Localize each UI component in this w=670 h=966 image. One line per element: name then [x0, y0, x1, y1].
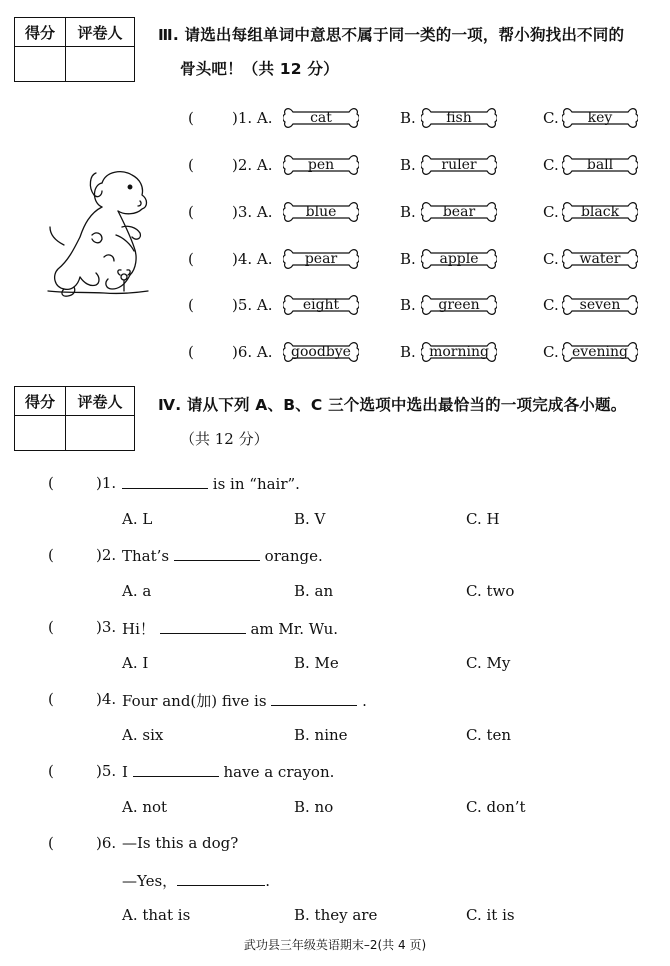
- bone-option-c[interactable]: [562, 340, 638, 364]
- option-c-label: C.: [543, 203, 559, 221]
- item-number: )3. A.: [232, 203, 273, 221]
- question-number: )1.: [96, 474, 117, 492]
- option-b: B. they are: [294, 906, 378, 924]
- question-text: —Is this a dog?: [122, 834, 239, 852]
- bone-word: pear: [304, 251, 338, 267]
- bone-option-c[interactable]: [562, 153, 638, 177]
- answer-blank[interactable]: [133, 762, 219, 777]
- bone-option-a[interactable]: [283, 106, 359, 130]
- answer-slot[interactable]: [200, 343, 230, 361]
- grader-field[interactable]: [66, 416, 135, 451]
- bone-word: bear: [442, 204, 476, 220]
- grader-field[interactable]: [66, 47, 135, 82]
- question-post: orange.: [264, 547, 323, 565]
- question-number: )2.: [96, 546, 117, 564]
- option-b-label: B.: [400, 156, 416, 174]
- answer-slot[interactable]: [200, 296, 230, 314]
- bone-option-c[interactable]: [562, 293, 638, 317]
- grader-label: 评卷人: [66, 387, 135, 416]
- bone-option-a[interactable]: [283, 247, 359, 271]
- answer-paren: (: [188, 250, 194, 268]
- answer-paren: (: [188, 296, 194, 314]
- option-b: B. no: [294, 798, 334, 816]
- option-a: A. not: [122, 798, 168, 816]
- option-c: C. ten: [466, 726, 512, 744]
- question-number: )3.: [96, 618, 117, 636]
- option-b-label: B.: [400, 109, 416, 127]
- puppy-illustration: [44, 165, 156, 300]
- bone-option-c[interactable]: [562, 200, 638, 224]
- bone-word: green: [438, 297, 480, 313]
- bone-word: ball: [586, 157, 614, 173]
- bone-word: morning: [429, 344, 489, 360]
- option-b-label: B.: [400, 343, 416, 361]
- question-post: have a crayon.: [223, 763, 335, 781]
- item-number: )5. A.: [232, 296, 273, 314]
- bone-word: seven: [579, 297, 621, 313]
- question-stem: [122, 762, 334, 781]
- question-stem: [122, 690, 367, 711]
- bone-option-b[interactable]: [421, 200, 497, 224]
- question-number: )4.: [96, 690, 117, 708]
- answer-slot[interactable]: [60, 474, 94, 492]
- section3-title: Ⅲ. 请选出每组单词中意思不属于同一类的一项，帮小狗找出不同的: [158, 26, 625, 44]
- option-c: C. it is: [466, 906, 515, 924]
- option-b: B. an: [294, 582, 334, 600]
- bone-option-c[interactable]: [562, 106, 638, 130]
- bone-option-a[interactable]: [283, 153, 359, 177]
- score-box-section4: [14, 386, 135, 451]
- bone-word: key: [587, 110, 613, 126]
- bone-word: apple: [439, 251, 479, 267]
- question-stem: [122, 474, 300, 493]
- option-c-label: C.: [543, 156, 559, 174]
- page-footer: 武功县三年级英语期末–2(共 4 页): [243, 938, 427, 952]
- question-stem: [122, 618, 338, 639]
- bone-option-a[interactable]: [283, 200, 359, 224]
- option-b: B. Me: [294, 654, 339, 672]
- answer-paren: (: [188, 343, 194, 361]
- dialog-end: .: [265, 872, 270, 890]
- question-number: )6.: [96, 834, 117, 852]
- answer-slot[interactable]: [200, 250, 230, 268]
- question-post: is in “hair”.: [212, 475, 300, 493]
- option-a: A. L: [122, 510, 153, 528]
- bone-word: blue: [305, 204, 337, 220]
- option-c: C. don’t: [466, 798, 526, 816]
- answer-paren: (: [188, 203, 194, 221]
- question-pre: Four and(加) five is: [122, 692, 267, 710]
- dialog-response: —Yes，: [122, 872, 178, 890]
- grader-label: 评卷人: [66, 18, 135, 47]
- item-number: )1. A.: [232, 109, 273, 127]
- answer-paren-open: (: [48, 690, 54, 708]
- question-text-line2: [122, 870, 270, 891]
- answer-blank[interactable]: [160, 619, 246, 634]
- bone-word: ruler: [441, 157, 477, 173]
- score-field[interactable]: [15, 47, 66, 82]
- bone-word: fish: [446, 110, 472, 126]
- option-b: B. nine: [294, 726, 348, 744]
- bone-option-a[interactable]: [283, 293, 359, 317]
- option-c: C. My: [466, 654, 511, 672]
- answer-slot[interactable]: [200, 203, 230, 221]
- option-b-label: B.: [400, 203, 416, 221]
- item-number: )6. A.: [232, 343, 273, 361]
- bone-word: pen: [307, 157, 335, 173]
- option-c-label: C.: [543, 343, 559, 361]
- answer-blank[interactable]: [174, 546, 260, 561]
- bone-word: cat: [310, 110, 332, 126]
- option-c-label: C.: [543, 109, 559, 127]
- bone-option-c[interactable]: [562, 247, 638, 271]
- answer-paren: (: [188, 156, 194, 174]
- answer-slot[interactable]: [60, 546, 94, 564]
- option-a: A. a: [122, 582, 152, 600]
- answer-slot[interactable]: [200, 156, 230, 174]
- bone-word: eight: [302, 297, 340, 313]
- answer-paren-open: (: [48, 834, 54, 852]
- bone-option-b[interactable]: [421, 247, 497, 271]
- answer-paren: (: [188, 109, 194, 127]
- bone-word: water: [579, 251, 621, 267]
- question-post: am Mr. Wu.: [250, 620, 339, 638]
- option-b-label: B.: [400, 250, 416, 268]
- score-box-section3: [14, 17, 135, 82]
- option-c-label: C.: [543, 250, 559, 268]
- bone-word: evening: [572, 344, 628, 360]
- answer-blank[interactable]: [177, 871, 265, 886]
- bone-option-b[interactable]: [421, 106, 497, 130]
- option-b: B. V: [294, 510, 326, 528]
- item-number: )4. A.: [232, 250, 273, 268]
- answer-slot[interactable]: [60, 690, 94, 708]
- answer-slot[interactable]: [200, 109, 230, 127]
- answer-paren-open: (: [48, 762, 54, 780]
- bone-option-a[interactable]: [283, 340, 359, 364]
- score-label: 得分: [15, 387, 66, 416]
- bone-option-b[interactable]: [421, 293, 497, 317]
- section4-title: Ⅳ. 请从下列 A、B、C 三个选项中选出最恰当的一项完成各小题。: [158, 396, 627, 414]
- score-label: 得分: [15, 18, 66, 47]
- answer-paren-open: (: [48, 474, 54, 492]
- question-stem: [122, 546, 323, 565]
- option-a: A. that is: [122, 906, 191, 924]
- question-pre: I: [122, 763, 128, 781]
- question-pre: Hi！: [122, 620, 155, 638]
- answer-blank[interactable]: [122, 474, 208, 489]
- question-number: )5.: [96, 762, 117, 780]
- item-number: )2. A.: [232, 156, 273, 174]
- answer-slot[interactable]: [60, 834, 94, 852]
- option-b-label: B.: [400, 296, 416, 314]
- option-a: A. I: [122, 654, 149, 672]
- section3-title-line2: 骨头吧！（共 12 分）: [180, 60, 339, 78]
- bone-option-b[interactable]: [421, 153, 497, 177]
- question-post: .: [362, 692, 367, 710]
- section4-title-line2: （共 12 分）: [180, 430, 269, 448]
- score-field[interactable]: [15, 416, 66, 451]
- answer-blank[interactable]: [271, 691, 357, 706]
- bone-option-b[interactable]: [421, 340, 497, 364]
- option-c-label: C.: [543, 296, 559, 314]
- question-pre: That’s: [122, 547, 170, 565]
- answer-paren-open: (: [48, 618, 54, 636]
- answer-paren-open: (: [48, 546, 54, 564]
- option-c: C. H: [466, 510, 500, 528]
- bone-word: black: [580, 204, 620, 220]
- answer-slot[interactable]: [60, 618, 94, 636]
- option-a: A. six: [122, 726, 164, 744]
- answer-slot[interactable]: [60, 762, 94, 780]
- option-c: C. two: [466, 582, 515, 600]
- bone-word: goodbye: [291, 344, 351, 360]
